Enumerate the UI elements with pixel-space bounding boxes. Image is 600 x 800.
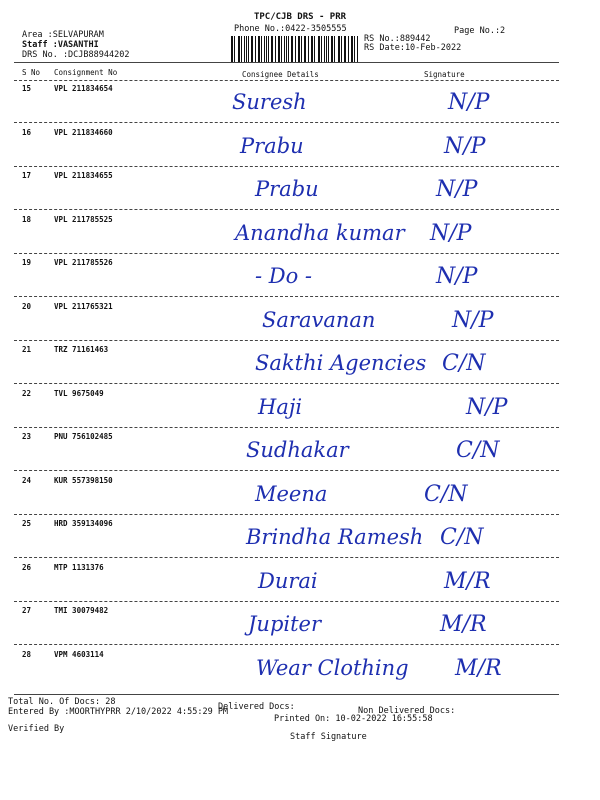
header-divider — [14, 62, 559, 63]
column-header-divider — [14, 80, 559, 81]
row-signature-handwritten: C/N — [424, 481, 468, 507]
row-consignee-handwritten: Prabu — [255, 177, 319, 201]
row-sno: 21 — [22, 345, 32, 354]
column-header-signature: Signature — [424, 70, 465, 79]
row-signature-handwritten: N/P — [430, 220, 472, 246]
row-divider — [14, 122, 559, 123]
barcode — [231, 36, 359, 62]
drs-number: DRS No. :DCJB88944202 — [22, 50, 130, 60]
row-consignment-no: VPL 211785526 — [54, 258, 113, 267]
row-sno: 17 — [22, 171, 32, 180]
row-consignment-no: VPL 211834654 — [54, 84, 113, 93]
row-signature-handwritten: N/P — [448, 90, 490, 115]
staff-signature: Staff Signature — [290, 732, 367, 742]
row-divider — [14, 557, 559, 558]
total-docs: Total No. Of Docs: 28 — [8, 697, 116, 707]
document-title: TPC/CJB DRS - PRR — [253, 12, 347, 22]
footer-divider — [14, 694, 559, 695]
row-signature-handwritten: N/P — [452, 307, 494, 333]
row-divider — [14, 383, 559, 384]
row-sno: 19 — [22, 258, 32, 267]
row-consignment-no: HRD 359134096 — [54, 519, 113, 528]
row-consignment-no: VPL 211765321 — [54, 301, 113, 311]
row-divider — [14, 166, 559, 167]
row-sno: 28 — [22, 649, 32, 659]
row-consignment-no: TMI 30079482 — [54, 606, 109, 615]
row-sno: 15 — [22, 84, 32, 93]
row-consignee-handwritten: Saravanan — [262, 307, 376, 332]
row-sno: 26 — [22, 562, 32, 572]
row-signature-handwritten: M/R — [455, 655, 502, 681]
non-delivered-docs: Non Delivered Docs: — [358, 706, 456, 716]
phone-number: Phone No.:0422-3505555 — [234, 24, 347, 34]
row-consignment-no: TRZ 71161463 — [54, 345, 109, 354]
row-signature-handwritten: C/N — [440, 525, 484, 550]
row-consignee-handwritten: Haji — [258, 394, 303, 419]
row-sno: 20 — [22, 301, 32, 311]
row-consignment-no: KUR 557398150 — [54, 475, 113, 485]
row-consignment-no: PNU 756102485 — [54, 432, 113, 441]
entered-by: Entered By :MOORTHYPRR 2/10/2022 4:55:29 PM — [8, 707, 229, 717]
row-divider — [14, 601, 559, 602]
row-consignment-no: VPM 4603114 — [54, 649, 104, 659]
row-sno: 24 — [22, 475, 32, 485]
row-divider — [14, 470, 559, 471]
row-signature-handwritten: C/N — [456, 438, 500, 463]
row-signature-handwritten: N/P — [466, 394, 508, 420]
row-divider — [14, 253, 559, 254]
column-header-consignment: Consignment No — [54, 68, 118, 77]
row-divider — [14, 514, 559, 515]
row-signature-handwritten: N/P — [444, 133, 486, 159]
row-sno: 27 — [22, 606, 32, 615]
rs-number: RS No.:889442 — [364, 34, 431, 44]
row-divider — [14, 296, 559, 297]
row-divider — [14, 644, 559, 645]
row-consignee-handwritten: Meena — [255, 481, 328, 506]
row-consignee-handwritten: Durai — [258, 568, 318, 593]
verified-by: Verified By — [8, 724, 65, 734]
delivered-docs: Delivered Docs: — [218, 702, 295, 712]
row-divider — [14, 427, 559, 428]
row-signature-handwritten: M/R — [444, 568, 491, 594]
row-consignment-no: MTP 1131376 — [54, 562, 104, 572]
row-consignee-handwritten: Sudhakar — [246, 438, 349, 462]
row-consignee-handwritten: Anandha kumar — [235, 220, 405, 245]
row-consignee-handwritten: Suresh — [232, 90, 307, 114]
column-header-sno: S No — [22, 68, 41, 77]
row-divider — [14, 340, 559, 341]
row-divider — [14, 209, 559, 210]
page-number: Page No.:2 — [454, 26, 506, 36]
column-header-consignee: Consignee Details — [242, 70, 319, 79]
row-consignee-handwritten: Jupiter — [248, 612, 322, 636]
area-label: Area :SELVAPURAM — [22, 30, 104, 40]
row-consignee-handwritten: Prabu — [240, 133, 304, 158]
row-sno: 16 — [22, 127, 32, 137]
row-consignment-no: VPL 211834660 — [54, 127, 113, 137]
row-consignee-handwritten: - Do - — [255, 264, 313, 288]
row-sno: 18 — [22, 214, 32, 224]
row-sno: 25 — [22, 519, 32, 528]
row-consignment-no: VPL 211785525 — [54, 214, 113, 224]
row-signature-handwritten: N/P — [436, 264, 478, 289]
printed-on: Printed On: 10-02-2022 16:55:58 — [274, 714, 433, 724]
rs-date: RS Date:10-Feb-2022 — [364, 43, 462, 53]
row-consignee-handwritten: Sakthi Agencies — [255, 351, 427, 375]
row-signature-handwritten: M/R — [440, 612, 487, 637]
row-consignee-handwritten: Wear Clothing — [256, 655, 409, 680]
row-sno: 23 — [22, 432, 32, 441]
row-consignment-no: TVL 9675049 — [54, 388, 104, 398]
row-sno: 22 — [22, 388, 32, 398]
row-consignment-no: VPL 211834655 — [54, 171, 113, 180]
staff-label: Staff :VASANTHI — [22, 40, 99, 50]
row-consignee-handwritten: Brindha Ramesh — [246, 525, 424, 549]
row-signature-handwritten: C/N — [442, 351, 486, 376]
row-signature-handwritten: N/P — [436, 177, 478, 202]
